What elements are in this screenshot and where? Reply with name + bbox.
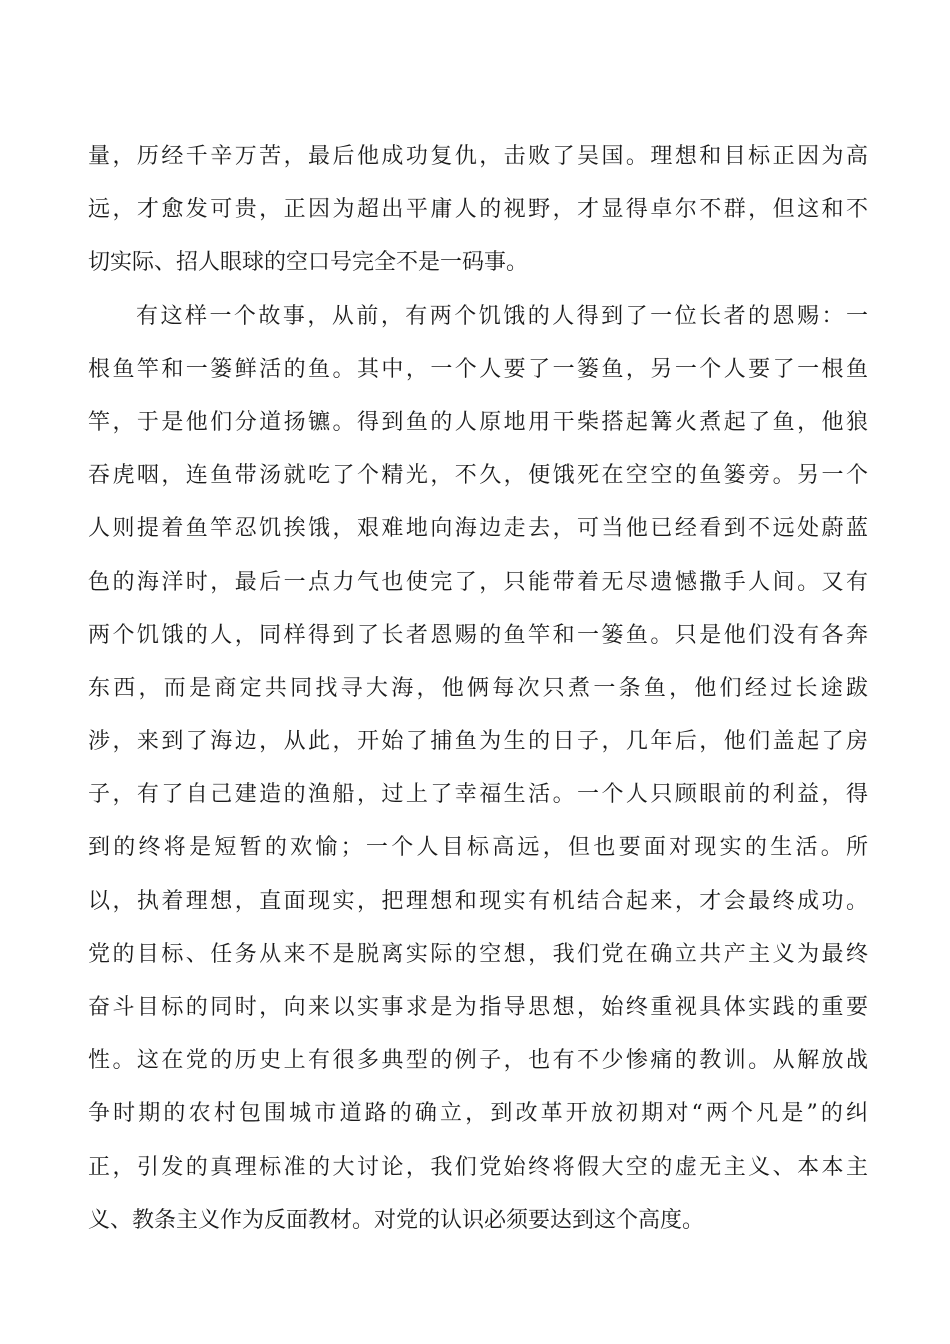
text-line: 性。这在党的历史上有很多典型的例子，也有不少惨痛的教训。从解放战 <box>88 1048 868 1074</box>
text-line: 义、教条主义作为反面教材。对党的认识必须要达到这个高度。 <box>88 1207 705 1233</box>
text-line: 涉，来到了海边，从此，开始了捕鱼为生的日子，几年后，他们盖起了房 <box>88 729 868 755</box>
text-line: 到的终将是短暂的欢愉；一个人目标高远，但也要面对现实的生活。所 <box>88 835 868 861</box>
text-line: 争时期的农村包围城市道路的确立，到改革开放初期对“两个凡是”的纠 <box>88 1101 868 1127</box>
text-line: 子，有了自己建造的渔船，过上了幸福生活。一个人只顾眼前的利益，得 <box>88 782 868 808</box>
text-line: 有这样一个故事，从前，有两个饥饿的人得到了一位长者的恩赐：一 <box>136 303 868 329</box>
document-body <box>88 130 868 1247</box>
text-line: 吞虎咽，连鱼带汤就吃了个精光，不久，便饿死在空空的鱼篓旁。另一个 <box>88 463 868 489</box>
text-line: 人则提着鱼竿忍饥挨饿，艰难地向海边走去，可当他已经看到不远处蔚蓝 <box>88 516 868 542</box>
text-line: 两个饥饿的人，同样得到了长者恩赐的鱼竿和一篓鱼。只是他们没有各奔 <box>88 622 868 648</box>
paragraph-1 <box>88 130 868 290</box>
text-line: 党的目标、任务从来不是脱离实际的空想，我们党在确立共产主义为最终 <box>88 941 868 967</box>
text-line: 正，引发的真理标准的大讨论，我们党始终将假大空的虚无主义、本本主 <box>88 1154 868 1180</box>
text-line: 根鱼竿和一篓鲜活的鱼。其中，一个人要了一篓鱼，另一个人要了一根鱼 <box>88 356 868 382</box>
text-line: 东西，而是商定共同找寻大海，他俩每次只煮一条鱼，他们经过长途跋 <box>88 675 868 701</box>
text-line: 竿，于是他们分道扬镳。得到鱼的人原地用干柴搭起篝火煮起了鱼，他狼 <box>88 409 868 435</box>
text-line: 量，历经千辛万苦，最后他成功复仇，击败了吴国。理想和目标正因为高 <box>88 144 868 169</box>
text-line: 色的海洋时，最后一点力气也使完了，只能带着无尽遗憾撒手人间。又有 <box>88 569 868 595</box>
text-line: 奋斗目标的同时，向来以实事求是为指导思想，始终重视具体实践的重要 <box>88 995 868 1020</box>
text-line: 以，执着理想，直面现实，把理想和现实有机结合起来，才会最终成功。 <box>88 888 868 914</box>
text-line: 切实际、招人眼球的空口号完全不是一码事。 <box>88 250 529 276</box>
paragraph-2 <box>88 290 868 1247</box>
text-line: 远，才愈发可贵，正因为超出平庸人的视野，才显得卓尔不群，但这和不 <box>88 197 868 223</box>
